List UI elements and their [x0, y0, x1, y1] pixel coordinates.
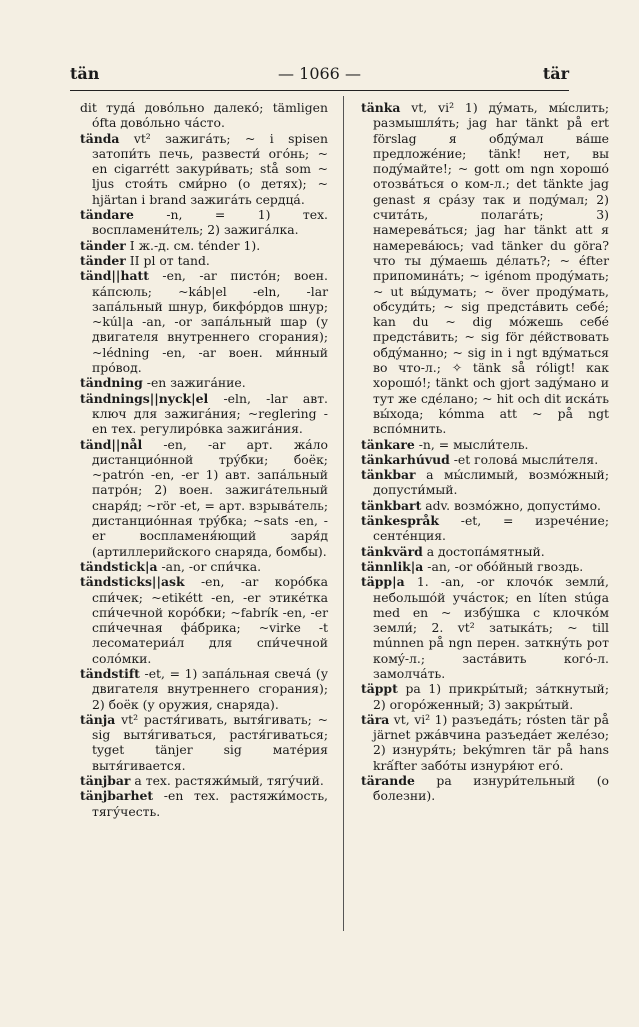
dictionary-entry — [361, 773, 609, 804]
column-divider — [343, 96, 344, 931]
entry-text: -et, = изречéние; сентéнция. — [373, 513, 609, 544]
headword: tännlik|a — [361, 558, 424, 574]
dictionary-entry — [361, 498, 609, 513]
dictionary-entry — [361, 681, 609, 712]
entry-text: pa 1) прикры́тый; зáткнутый; 2) огорóженный; 3) закры́тый. — [373, 681, 609, 712]
entry-text: -n, = мысли́тель. — [414, 436, 529, 452]
entry-text: a мы́слимый, возмóжный; допусти́мый. — [373, 467, 609, 498]
dictionary-entry — [80, 773, 328, 788]
entry-text: -et головá мысли́теля. — [449, 451, 599, 467]
entry-text: -n, = 1) тех. воспламени́тель; 2) зажигáлка. — [92, 207, 328, 238]
entry-text: II pl от tand. — [125, 252, 210, 268]
entry-text: -en тех. растяжи́мость, тягýчесть. — [92, 788, 328, 819]
entry-text: vt² растя́гивать, вытя́гивать; ~ sig вытя́гиваться, растя́гиваться; tyget tänjer sig матéрия вытя́гивается. — [92, 711, 328, 773]
header-rule — [70, 90, 569, 91]
dictionary-entry — [80, 574, 328, 666]
entry-text: pa изнури́тельный (о болезни). — [373, 773, 609, 804]
page-header — [70, 64, 569, 88]
entry-text: -en, -ar пистóн; воен. кáпсюль; ~káb|el -eln, -lar запáльный шнур, бикфóрдов шнур; ~kúl|a -an, -or запáльный шар (у двигателя внутреннего сгорания); ~lédning -en, -ar воен. ми́нный прóвод. — [92, 268, 328, 376]
dictionary-entry — [80, 788, 328, 819]
dictionary-entry — [80, 131, 328, 207]
entry-text: vt, vi² 1) дýмать, мы́слить; размышля́ть; jag har tänkt på ert förslag я обдýмал вáше предложéние; tänk! нет, вы подýмайте!; ~ gott om ngn хорошó отозвáться о ком-л.; det tänkte jag genast я срáзу так и подýмал; 2) считáть, полагáть; 3) намеревáться; jag har tänkt att я намеревáюсь; vad tänker du göra? что ты дýмаешь дéлать?; ~ éfter припоминáть; ~ igénom продýмать; ~ ut вы́думать; ~ över продýмать, обсуди́ть; ~ sig предстáвить себé; kan du ~ dig мóжешь себé предстáвить; ~ sig för дéйствовать обдýманно; ~ sig in i ngt вдýматься во что-л.; ✧ tänk så róligt! как хорошó!; tänkt och gjort задýмано и тут же сдéлано; ~ hit och dit искáть вы́хода; kómma att ~ på ngt вспóмнить. — [373, 100, 609, 437]
headword: täpp|a — [361, 574, 405, 590]
dictionary-entry — [361, 574, 609, 681]
headword: tärande — [361, 773, 415, 789]
left-column — [80, 100, 328, 819]
headword: täppt — [361, 681, 398, 697]
headword: tändstick|a — [80, 558, 158, 574]
headword: tänder — [80, 252, 126, 268]
entry-text: adv. возмóжно, допусти́мо. — [421, 497, 601, 513]
dictionary-entry — [80, 238, 328, 253]
headword: tänkare — [361, 436, 415, 452]
entry-text: a тех. растяжи́мый, тягýчий. — [130, 773, 324, 789]
dictionary-entry — [361, 467, 609, 498]
entry-text: -en, -ar корóбка спи́чек; ~etikétt -en, -er этикéтка спи́чечной корóбки; ~fabrík -en, -er спи́чечная фáбрика; ~virke -t лесоматериáл для спи́чечной солóмки. — [92, 574, 328, 666]
headword: tära — [361, 711, 390, 727]
dictionary-entry — [80, 559, 328, 574]
dictionary-entry — [80, 100, 328, 131]
headword: tänkarhúvud — [361, 451, 450, 467]
headword: tändnings||nyck|el — [80, 390, 209, 406]
headword: tänder — [80, 237, 126, 253]
headword: tänjbar — [80, 773, 131, 789]
dictionary-entry — [361, 100, 609, 437]
dictionary-entry — [80, 666, 328, 712]
dictionary-entry — [80, 268, 328, 375]
dictionary-entry — [80, 437, 328, 559]
entry-text: -an, -or обóйный гвоздь. — [423, 558, 584, 574]
headword: tänjbarhet — [80, 788, 154, 804]
entry-text: -en, -ar арт. жáло дистанциóнной трýбки; боёк; ~patrón -en, -er 1) авт. запáльный патрóн; 2) воен. зажигáтельный снаря́д; ~rör -et, = арт. взрывáтель; дистанциóнная трýбка; ~sats -en, -er воспламеня́ющий заря́д (артиллерийского снаряда, бомбы). — [92, 436, 328, 559]
headword: tänja — [80, 711, 116, 727]
dictionary-entry — [361, 712, 609, 773]
dictionary-entry — [361, 437, 609, 452]
entry-text: I ж.-д. см. ténder 1). — [125, 237, 261, 253]
headword: tänka — [361, 100, 401, 115]
dictionary-entry — [361, 513, 609, 544]
dictionary-entry — [80, 207, 328, 238]
right-column — [361, 100, 609, 804]
page-number: — 1066 — — [278, 64, 361, 83]
header-guide-word-left: tän — [70, 64, 100, 83]
headword: tänd||hatt — [80, 268, 149, 284]
dictionary-entry — [361, 544, 609, 559]
entry-text: a достопáмятный. — [422, 543, 545, 559]
header-guide-word-right: tär — [542, 64, 569, 83]
headword: tänd||nål — [80, 436, 143, 452]
entry-text: dit тудá довóльно далекó; tämligen ófta довóльно чáсто. — [80, 100, 328, 131]
entry-text: vt² зажигáть; ~ i spisen затопи́ть печь, развести́ огóнь; ~ en cigarrétt закури́вать; stå som ~ ljus стоя́ть сми́рно (о детях); ~ hjärtan i brand зажигáть сердцá. — [92, 130, 328, 207]
entry-text: vt, vi² 1) разъедáть; rósten tär på järnet ржáвчина разъедáет желéзо; 2) изнуря́ть; bekýmren tär på hans krấfter забóты изнуря́ют егó. — [373, 711, 609, 773]
dictionary-entry — [80, 712, 328, 773]
dictionary-entry — [80, 253, 328, 268]
dictionary-entry — [361, 559, 609, 574]
headword: tändstift — [80, 665, 140, 681]
headword: tänkvärd — [361, 543, 423, 559]
headword: tänkespråk — [361, 513, 440, 529]
headword: tända — [80, 130, 120, 146]
headword: tändning — [80, 375, 143, 391]
headword: tändare — [80, 207, 134, 223]
headword: tändsticks||ask — [80, 574, 185, 590]
entry-text: 1. -an, -or клочóк земли́, небольшóй учáсток; en líten stúga med en ~ избýшка с клочкóм земли́; 2. vt² затыкáть; ~ till múnnen på ngn перен. заткнýть рот комý-л.; застáвить когó-л. замолчáть. — [373, 574, 609, 681]
headword: tänkbar — [361, 467, 416, 483]
entry-text: -an, -or спи́чка. — [157, 558, 262, 574]
dictionary-entry — [361, 452, 609, 467]
entry-text: -en зажигáние. — [142, 375, 246, 391]
headword: tänkbart — [361, 497, 422, 513]
dictionary-entry — [80, 375, 328, 390]
entry-text: -eln, -lar авт. ключ для зажигáния; ~reglering -en тех. регулирóвка зажигáния. — [92, 390, 328, 437]
dictionary-entry — [80, 391, 328, 437]
entry-text: -et, = 1) запáльная свечá (у двигателя внутреннего сгорания); 2) боёк (у оружия, снаряда). — [92, 665, 328, 712]
